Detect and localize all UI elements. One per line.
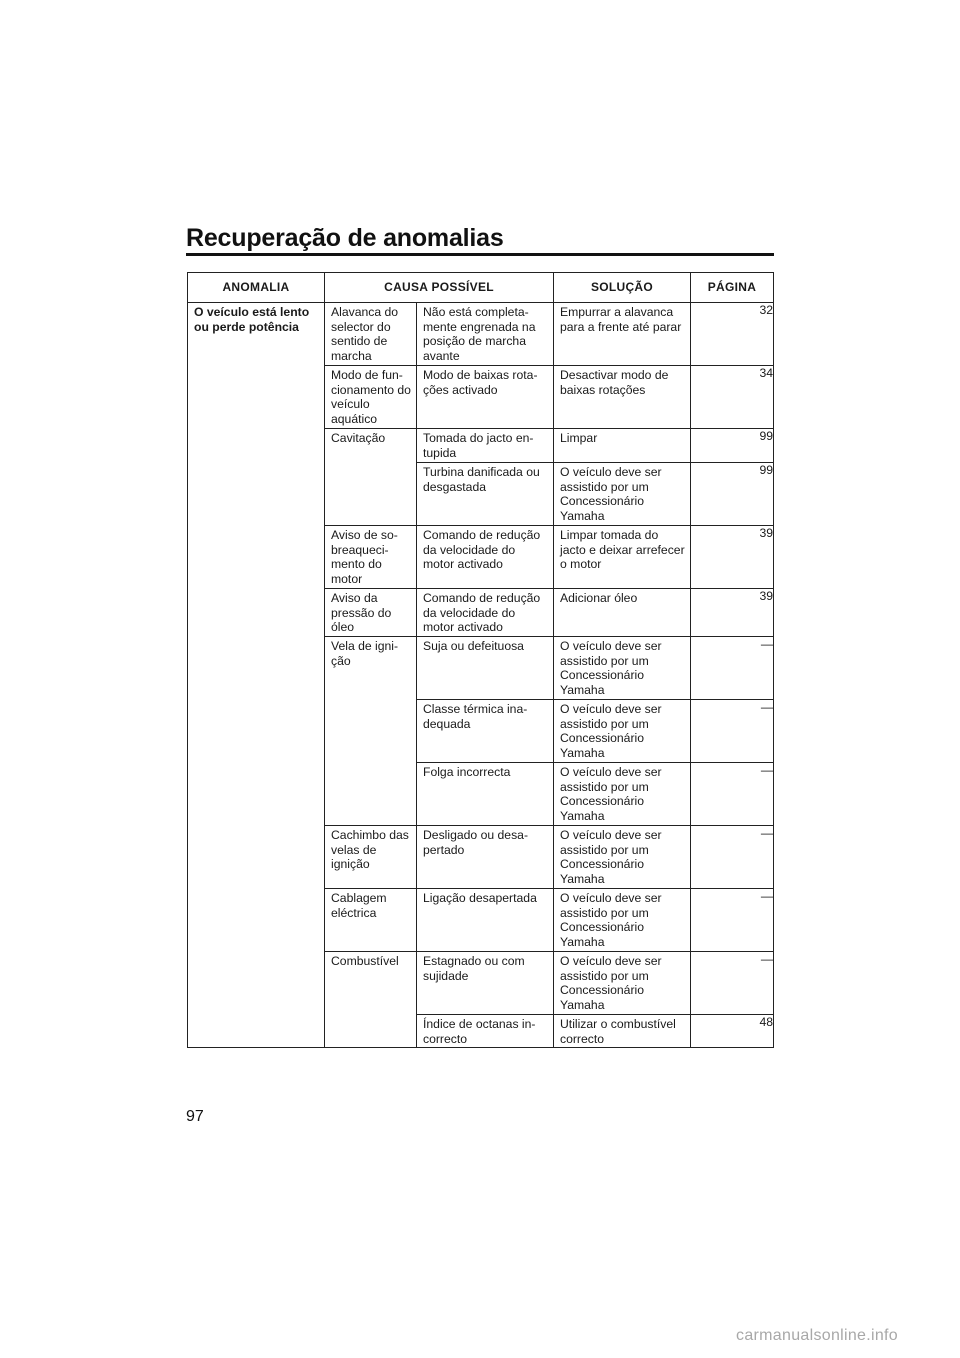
cause-cell	[325, 589, 417, 637]
cause-cell	[325, 826, 417, 889]
header-cause: CAUSA POSSÍVEL	[325, 273, 554, 303]
solution-cell	[554, 826, 691, 889]
detail-text: Desligado ou desapertado	[423, 828, 529, 857]
page-ref: —	[760, 889, 773, 903]
header-solution: SOLUÇÃO	[554, 273, 691, 303]
watermark: carmanualsonline.info	[736, 1327, 898, 1344]
detail-cell	[417, 763, 554, 826]
detail-text: Folga incorrecta	[423, 765, 511, 779]
solution-cell	[554, 637, 691, 700]
cause-cell	[325, 637, 417, 826]
header-page: PÁGINA	[691, 273, 774, 303]
table-row	[188, 303, 774, 366]
cause-text: Aviso da pressão do óleo	[331, 591, 392, 635]
page-number: 97	[186, 1108, 204, 1125]
cause-text: Combustível	[331, 954, 399, 968]
solution-text: Empurrar a alavanca para a frente até parar	[560, 305, 682, 334]
detail-cell	[417, 952, 554, 1015]
table-header-row	[188, 273, 774, 303]
solution-text: O veículo deve ser assistido por um Concessionário Yamaha	[560, 465, 662, 523]
detail-text: Modo de baixas rotações activado	[423, 368, 538, 397]
page-ref: —	[760, 637, 773, 651]
solution-cell	[554, 889, 691, 952]
page-cell	[691, 763, 774, 826]
solution-text: O veículo deve ser assistido por um Concessionário Yamaha	[560, 954, 662, 1012]
detail-cell	[417, 637, 554, 700]
page-ref: 99	[759, 429, 773, 443]
solution-cell	[554, 366, 691, 429]
detail-cell	[417, 889, 554, 952]
cause-cell	[325, 429, 417, 526]
page-ref: 34	[759, 366, 773, 380]
page-ref: 48	[759, 1015, 773, 1029]
page-cell	[691, 952, 774, 1015]
solution-cell	[554, 1015, 691, 1048]
solution-cell	[554, 526, 691, 589]
solution-text: O veículo deve ser assistido por um Concessionário Yamaha	[560, 828, 662, 886]
solution-text: Utilizar o combustível correcto	[560, 1017, 676, 1046]
detail-cell	[417, 589, 554, 637]
solution-text: Limpar	[560, 431, 598, 445]
detail-cell	[417, 700, 554, 763]
page-cell	[691, 1015, 774, 1048]
page-ref: 99	[759, 463, 773, 477]
detail-text: Suja ou defeituosa	[423, 639, 524, 653]
page-ref: —	[760, 952, 773, 966]
solution-text: Desactivar modo de baixas rotações	[560, 368, 669, 397]
page-cell	[691, 589, 774, 637]
solution-text: Adicionar óleo	[560, 591, 638, 605]
solution-cell	[554, 589, 691, 637]
detail-text: Turbina danificada ou desgastada	[423, 465, 540, 494]
page-ref: 32	[759, 303, 773, 317]
cause-text: Cablagem eléctrica	[331, 891, 387, 920]
page-cell	[691, 366, 774, 429]
page-cell	[691, 700, 774, 763]
detail-cell	[417, 366, 554, 429]
solution-cell	[554, 429, 691, 463]
cause-cell	[325, 526, 417, 589]
cause-text: Aviso de sobreaquecimento do motor	[331, 528, 398, 586]
solution-cell	[554, 700, 691, 763]
solution-text: O veículo deve ser assistido por um Concessionário Yamaha	[560, 702, 662, 760]
page-cell	[691, 463, 774, 526]
solution-cell	[554, 952, 691, 1015]
solution-cell	[554, 763, 691, 826]
detail-text: Ligação desapertada	[423, 891, 537, 905]
detail-cell	[417, 303, 554, 366]
detail-text: Classe térmica inadequada	[423, 702, 528, 731]
page-ref: 39	[759, 589, 773, 603]
anomaly-cell	[188, 303, 325, 1048]
detail-text: Tomada do jacto entupida	[423, 431, 534, 460]
anomaly-text: O veículo está lento ou perde potência	[194, 305, 310, 334]
solution-text: O veículo deve ser assistido por um Concessionário Yamaha	[560, 765, 662, 823]
title-rule	[186, 253, 774, 256]
troubleshooting-table	[187, 272, 774, 1048]
cause-text: Modo de funcionamento do veículo aquático	[331, 368, 411, 426]
detail-cell	[417, 463, 554, 526]
detail-cell	[417, 826, 554, 889]
detail-text: Índice de octanas incorrecto	[423, 1017, 536, 1046]
detail-text: Não está completamente engrenada na posição de marcha avante	[423, 305, 536, 363]
page-title: Recuperação de anomalias	[186, 224, 504, 252]
cause-cell	[325, 889, 417, 952]
page-cell	[691, 303, 774, 366]
page-cell	[691, 429, 774, 463]
detail-cell	[417, 526, 554, 589]
solution-text: O veículo deve ser assistido por um Concessionário Yamaha	[560, 891, 662, 949]
solution-text: Limpar tomada do jacto e deixar arrefecer o motor	[560, 528, 685, 572]
cause-text: Alavanca do selector do sentido de marcha	[331, 305, 399, 363]
detail-cell	[417, 429, 554, 463]
detail-cell	[417, 1015, 554, 1048]
header-anomaly: ANOMALIA	[188, 273, 325, 303]
detail-text: Comando de redução da velocidade do motor activado	[423, 528, 541, 572]
solution-cell	[554, 303, 691, 366]
solution-text: O veículo deve ser assistido por um Concessionário Yamaha	[560, 639, 662, 697]
page-ref: —	[760, 763, 773, 777]
page-cell	[691, 889, 774, 952]
cause-cell	[325, 952, 417, 1048]
detail-text: Estagnado ou com sujidade	[423, 954, 525, 983]
cause-text: Vela de ignição	[331, 639, 399, 668]
cause-text: Cavitação	[331, 431, 386, 445]
page-cell	[691, 526, 774, 589]
cause-text: Cachimbo das velas de ignição	[331, 828, 409, 872]
page-ref: 39	[759, 526, 773, 540]
page-ref: —	[760, 700, 773, 714]
cause-cell	[325, 303, 417, 366]
cause-cell	[325, 366, 417, 429]
detail-text: Comando de redução da velocidade do motor activado	[423, 591, 541, 635]
page-ref: —	[760, 826, 773, 840]
page-cell	[691, 637, 774, 700]
page-cell	[691, 826, 774, 889]
solution-cell	[554, 463, 691, 526]
